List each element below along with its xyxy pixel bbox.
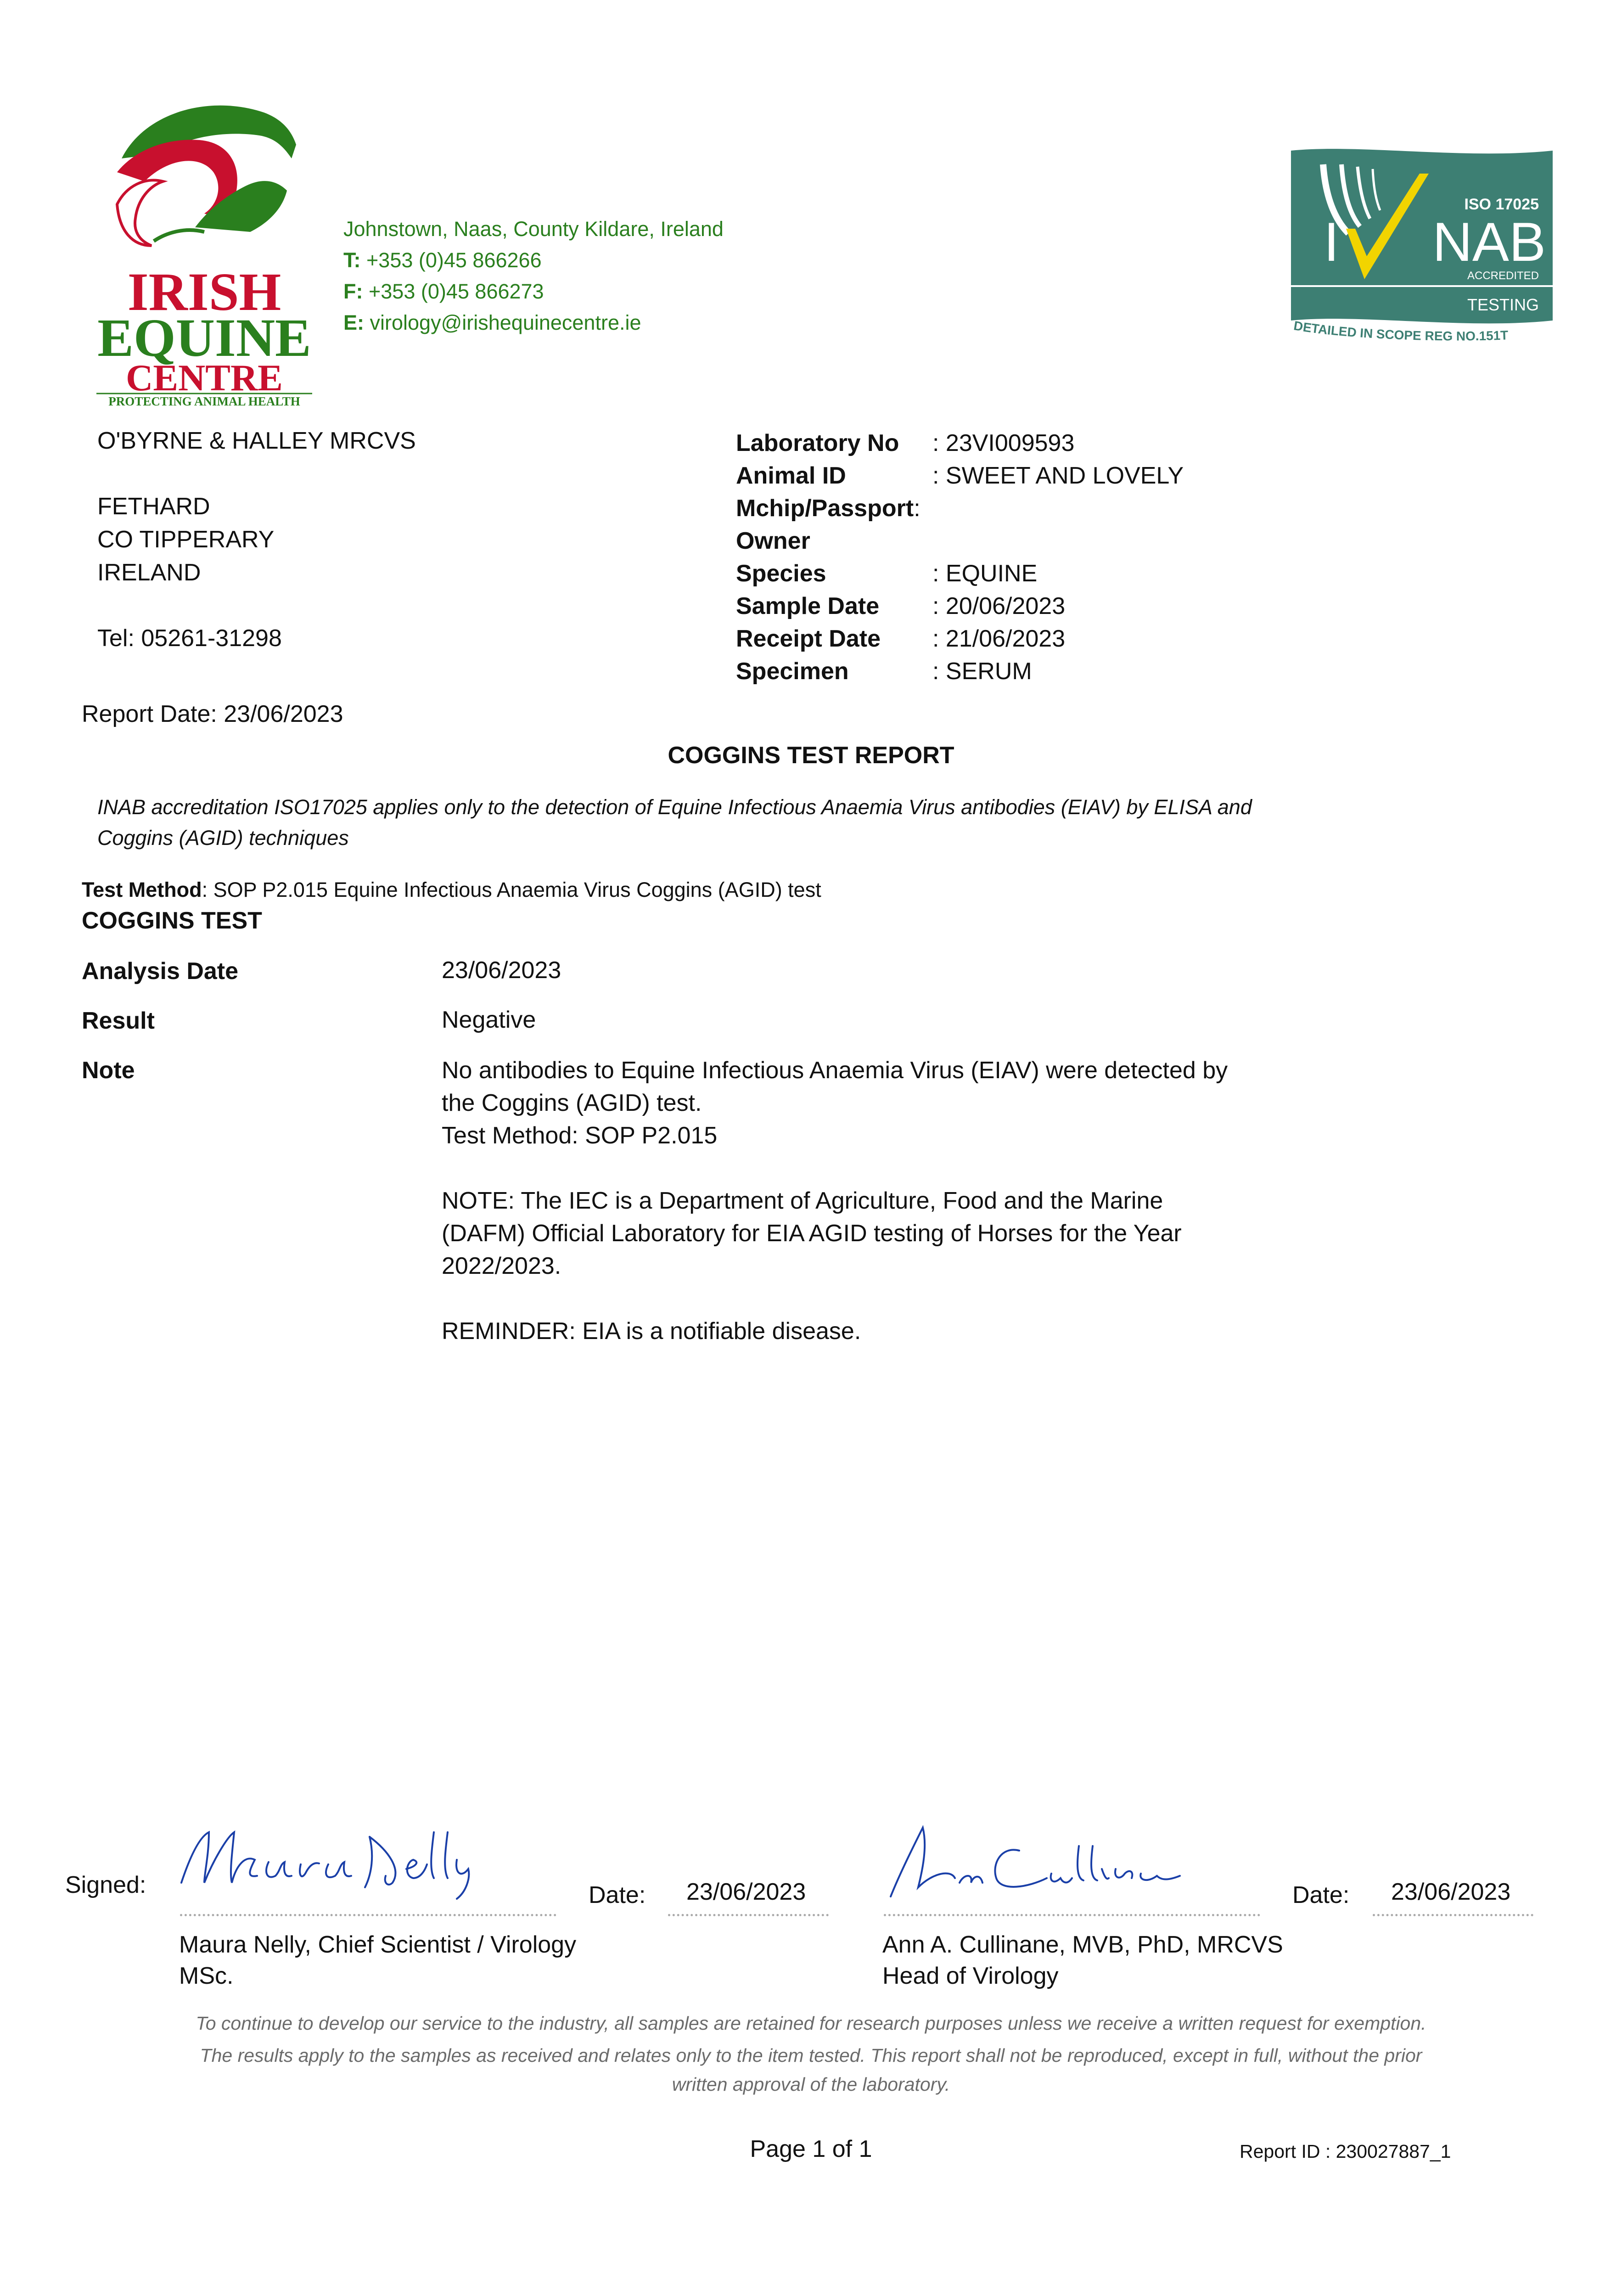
logo-tagline: PROTECTING ANIMAL HEALTH [108,394,300,406]
lab-value: : 20/06/2023 [932,593,1066,619]
recipient-tel: Tel: 05261-31298 [97,625,282,652]
footer-disclaimer-2: The results apply to the samples as received and relates only to the item tested. This report shall not be reproduced, except in full, without the prior [200,2045,1422,2066]
test-method-value: : SOP P2.015 Equine Infectious Anaemia Virus Coggins (AGID) test [202,878,821,901]
lab-row-specimen [736,655,1032,687]
signature-right [881,1818,1203,1910]
recipient-address-3: IRELAND [97,559,201,586]
analysis-date-value: 23/06/2023 [442,957,561,984]
footer-disclaimer-1: To continue to develop our service to the industry, all samples are retained for research purposes unless we receive a written request for exemption. [196,2013,1426,2034]
result-value: Negative [442,1007,536,1033]
section-title: COGGINS TEST [82,907,262,934]
analysis-date-label: Analysis Date [82,958,239,985]
lab-value: : 23VI009593 [932,430,1075,456]
accredited-label: ACCREDITED [1467,270,1539,282]
testing-label: TESTING [1467,295,1539,314]
lab-row-owner [736,525,932,557]
lab-label: Mchip/Passport [736,495,914,522]
lab-label: Receipt Date [736,625,881,652]
scope-label: DETAILED IN SCOPE REG NO.151T [1292,318,1509,343]
accreditation-note-line-1: INAB accreditation ISO17025 applies only to the detection of Equine Infectious Anaemia Virus antibodies (EIAV) by ELISA and [97,795,1252,819]
report-title: COGGINS TEST REPORT [668,742,954,769]
contact-fax [343,276,544,307]
note-line: the Coggins (AGID) test. [442,1090,702,1116]
logo-word-centre: CENTRE [126,357,283,399]
logo-word-irish: IRISH [127,262,281,322]
lab-label: Laboratory No [736,430,899,456]
signature-left-line [180,1914,556,1916]
recipient-address-2: CO TIPPERARY [97,526,275,553]
left-signatory-name: Maura Nelly, Chief Scientist / Virology [179,1931,577,1958]
left-date-label: Date: [589,1882,646,1908]
logo-word-equine: EQUINE [97,308,311,368]
note-line: REMINDER: EIA is a notifiable disease. [442,1318,861,1345]
left-date-value: 23/06/2023 [686,1879,806,1905]
phone-label: T: [343,248,361,272]
inab-letters-nab: NAB [1432,211,1546,273]
fax-label: F: [343,280,363,303]
lab-row-species [736,557,1037,590]
lab-row-mchip-passport [736,492,920,524]
iso-label: ISO 17025 [1464,196,1539,213]
note-line: (DAFM) Official Laboratory for EIA AGID testing of Horses for the Year [442,1220,1182,1247]
lab-value: : SWEET AND LOVELY [932,462,1184,489]
left-date-line [668,1914,829,1916]
irish-equine-centre-logo [90,94,319,406]
note-label: Note [82,1057,135,1084]
right-date-value: 23/06/2023 [1391,1879,1511,1905]
recipient-name: O'BYRNE & HALLEY MRCVS [97,428,416,454]
lab-value: : SERUM [932,658,1032,685]
report-id: Report ID : 230027887_1 [1240,2141,1451,2162]
left-signatory-degree: MSc. [179,1963,234,1989]
test-method-label: Test Method [82,878,202,901]
lab-row-laboratory-no [736,427,1074,459]
signature-left [177,1818,498,1901]
footer-disclaimer-3: written approval of the laboratory. [672,2074,950,2095]
accreditation-note-line-2: Coggins (AGID) techniques [97,826,349,850]
note-line: Test Method: SOP P2.015 [442,1122,718,1149]
lab-label: Owner [736,528,810,554]
contact-address: Johnstown, Naas, County Kildare, Ireland [343,217,724,241]
phone-number: +353 (0)45 866266 [366,248,542,272]
email-address[interactable]: virology@irishequinecentre.ie [370,311,641,334]
lab-row-animal-id [736,460,1184,492]
page-number: Page 1 of 1 [750,2136,872,2162]
lab-label: Animal ID [736,462,846,489]
lab-value: : EQUINE [932,560,1038,587]
test-method [82,876,821,904]
right-signatory-title: Head of Virology [882,1963,1059,1989]
email-label: E: [343,311,364,334]
signed-label: Signed: [65,1872,146,1898]
signature-right-line [884,1914,1260,1916]
lab-row-sample-date [736,590,1065,622]
inab-letter-i: I [1324,211,1339,273]
note-line: No antibodies to Equine Infectious Anaemia Virus (EIAV) were detected by [442,1057,1228,1084]
lab-value: : [914,495,920,522]
recipient-address-1: FETHARD [97,493,210,520]
right-date-label: Date: [1292,1882,1350,1908]
lab-label: Specimen [736,658,849,685]
note-line: NOTE: The IEC is a Department of Agriculture, Food and the Marine [442,1187,1163,1214]
lab-label: Sample Date [736,593,880,619]
lab-row-receipt-date [736,623,1065,655]
result-label: Result [82,1007,155,1034]
right-signatory-name: Ann A. Cullinane, MVB, PhD, MRCVS [882,1931,1283,1958]
lab-value: : 21/06/2023 [932,625,1066,652]
note-line: 2022/2023. [442,1253,561,1279]
inab-accreditation-logo [1291,146,1553,348]
lab-label: Species [736,560,826,587]
fax-number: +353 (0)45 866273 [369,280,544,303]
contact-phone [343,245,542,276]
report-date: Report Date: 23/06/2023 [82,701,343,727]
contact-email [343,307,641,338]
right-date-line [1373,1914,1533,1916]
